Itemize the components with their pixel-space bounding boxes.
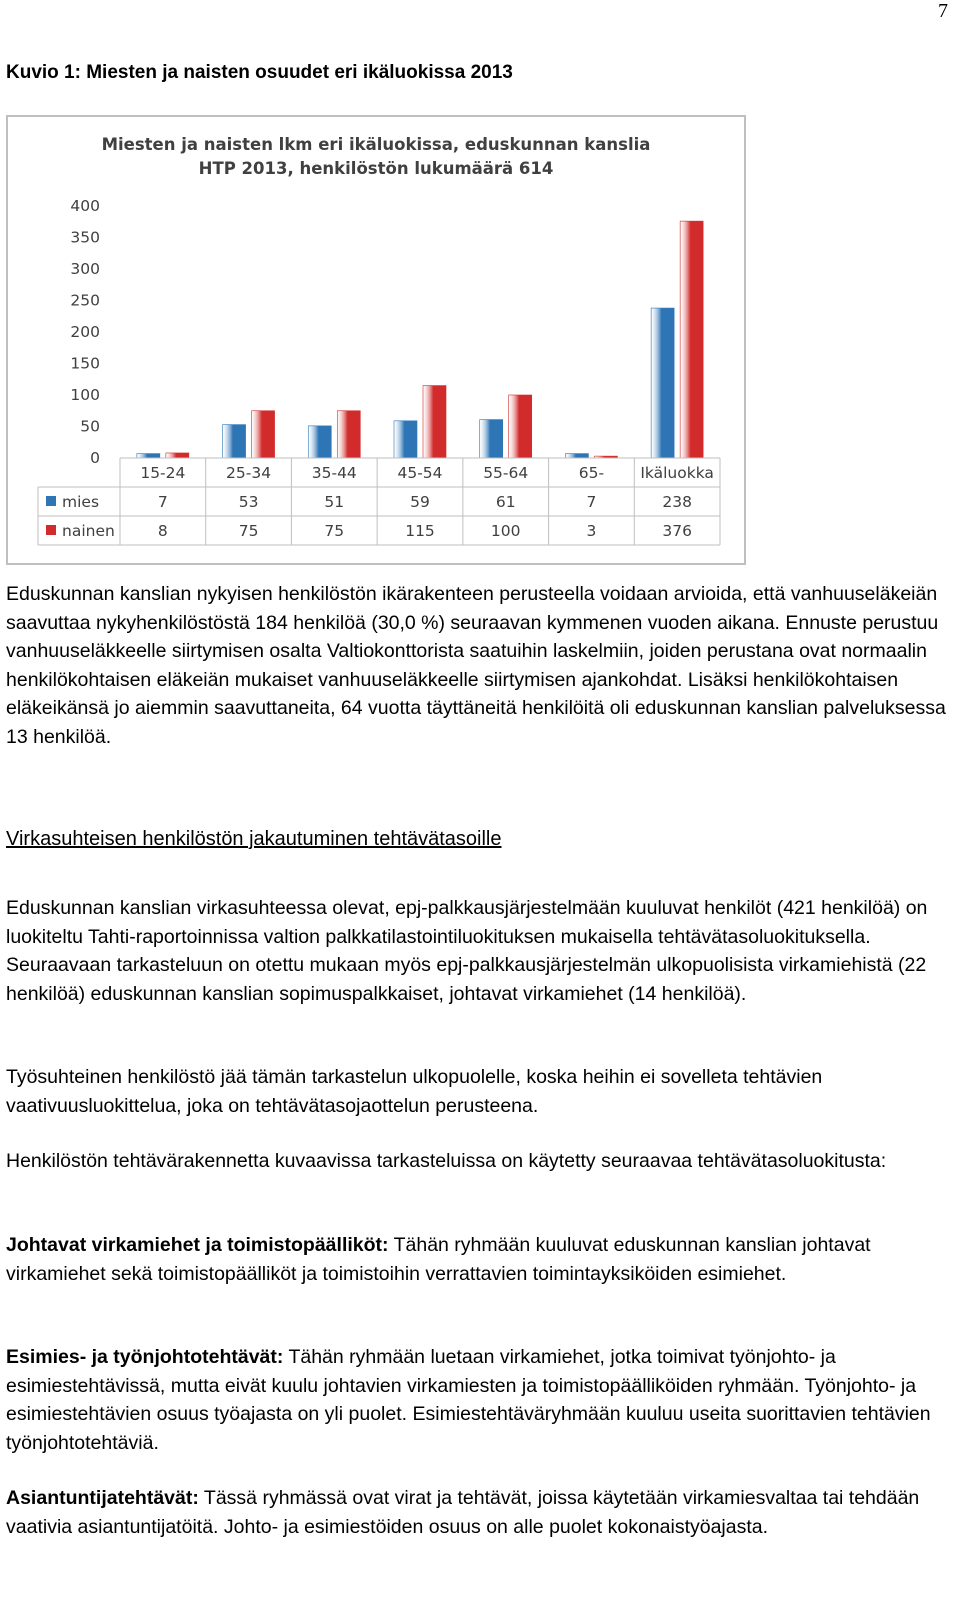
bar-mies — [394, 421, 417, 458]
figure-caption: Kuvio 1: Miesten ja naisten osuudet eri ikäluokissa 2013 — [6, 62, 513, 83]
data-cell-nainen: 376 — [662, 522, 692, 540]
paragraph-intro-classification: Henkilöstön tehtävärakennetta kuvaavissa tarkasteluissa on käytetty seuraavaa tehtävätasoluokitusta: — [6, 1150, 887, 1172]
y-tick-label: 50 — [80, 417, 100, 436]
data-cell-nainen: 75 — [238, 522, 259, 540]
bar-nainen — [680, 221, 703, 458]
legend-label-mies: mies — [62, 493, 100, 511]
data-cell-mies: 7 — [157, 493, 168, 511]
paragraph-employment-exclusion: Työsuhteinen henkilöstö jää tämän tarkastelun ulkopuolelle, koska heihin ei sovelleta tehtävien vaativuusluokittelua, joka on tehtävätasojaottelun perusteena. — [6, 1066, 823, 1117]
data-cell-nainen: 100 — [490, 522, 521, 540]
bar-chart-figure — [6, 115, 746, 565]
definition-term: Asiantuntijatehtävät: — [6, 1487, 199, 1509]
category-label: 55-64 — [483, 464, 529, 482]
bar-mies — [480, 420, 503, 458]
bar-nainen — [423, 386, 446, 458]
definition-term: Johtavat virkamiehet ja toimistopäälliköt: — [6, 1234, 389, 1256]
data-cell-nainen: 75 — [324, 522, 345, 540]
definition-experts — [6, 1484, 946, 1541]
data-cell-nainen: 3 — [586, 522, 597, 540]
bar-mies — [651, 308, 674, 458]
y-tick-label: 200 — [70, 323, 100, 341]
y-tick-label: 400 — [70, 197, 100, 215]
page-number: 7 — [938, 0, 948, 22]
chart-plot — [8, 117, 744, 563]
category-label: 15-24 — [140, 464, 186, 482]
category-label: 35-44 — [311, 464, 357, 482]
y-tick-label: 0 — [90, 449, 100, 467]
category-label: Ikäluokka — [640, 464, 714, 482]
category-label: 45-54 — [397, 464, 443, 482]
paragraph-classification: Eduskunnan kanslian virkasuhteessa olevat, epj-palkkausjärjestelmään kuuluvat henkilöt (421 henkilöä) on luokiteltu Tahti-raportoinnissa valtion palkkatilastointiluokituksen mukaisella tehtävätasoluokituksella. Seuraavaan tarkasteluun on otettu mukaan myös epj-palkkausjärjestelmän ulkopuolisista virkamiehistä (22 henkilöä) eduskunnan kanslian sopimuspalkkaiset, johtavat virkamiehet (14 henkilöä). — [6, 897, 928, 1005]
data-cell-mies: 61 — [495, 493, 516, 511]
definition-text: Tässä ryhmässä ovat virat ja tehtävät, joissa käytetään virkamiesvaltaa tai tehdään vaativia asiantuntijatöitä. Johto- ja esimiestöiden osuus on alle puolet kokonaistyöajasta. — [6, 1487, 920, 1538]
paragraph-age-structure: Eduskunnan kanslian nykyisen henkilöstön ikärakenteen perusteella voidaan arvioida, että vanhuuseläkeiän saavuttaa nykyhenkilöstöstä 184 henkilöä (30,0 %) seuraavan kymmenen vuoden aikana. Ennuste perustuu vanhuuseläkkeelle siirtymisen osalta Valtiokonttorista saatuihin laskelmiin, joiden perustana ovat normaalin henkilökohtaisen eläkeiän mukaiset vanhuuseläkkeelle siirtymisen ajankohdat. Lisäksi henkilökohtaisen eläkeikänsä jo aiemmin saavuttaneita, 64 vuotta täyttäneitä henkilöitä oli eduskunnan kanslian palveluksessa 13 henkilöä. — [6, 583, 946, 748]
category-label: 65- — [578, 464, 605, 482]
bar-nainen — [166, 453, 189, 458]
definition-supervisors — [6, 1343, 946, 1457]
definition-text: Tähän ryhmään kuuluvat eduskunnan kanslian johtavat virkamiehet sekä toimistopäälliköt ja toimistoihin verrattavien toimintayksiköiden esimiehet. — [6, 1234, 871, 1285]
definition-text: Tähän ryhmään luetaan virkamiehet, jotka toimivat työnjohto- ja esimiestehtävissä, mutta eivät kuulu johtavien virkamiesten ja toimistopäälliköiden ryhmään. Työnjohto- ja esimiestehtävien osuus työajasta on yli puolet. Esimiestehtäväryhmään kuuluu useita suorittavien tehtävien työnjohtotehtäviä. — [6, 1346, 931, 1454]
bar-nainen — [252, 411, 275, 458]
bar-nainen — [337, 411, 360, 458]
bar-mies — [565, 454, 588, 458]
definition-term: Esimies- ja työnjohtotehtävät: — [6, 1346, 284, 1368]
definition-managers — [6, 1231, 946, 1288]
data-cell-mies: 59 — [410, 493, 430, 511]
data-cell-mies: 51 — [324, 493, 345, 511]
y-tick-label: 300 — [70, 260, 100, 278]
bar-mies — [223, 425, 246, 458]
y-tick-label: 350 — [70, 228, 100, 247]
data-cell-mies: 238 — [662, 493, 692, 511]
data-cell-mies: 53 — [238, 493, 259, 511]
chart-title-line2: HTP 2013, henkilöstön lukumäärä 614 — [198, 159, 554, 178]
bar-nainen — [509, 395, 532, 458]
legend-label-nainen: nainen — [62, 522, 115, 540]
y-tick-label: 100 — [70, 386, 100, 404]
data-cell-mies: 7 — [586, 493, 597, 511]
category-label: 25-34 — [226, 464, 272, 482]
data-cell-nainen: 115 — [405, 522, 435, 540]
data-cell-nainen: 8 — [157, 522, 168, 540]
y-tick-label: 250 — [70, 291, 100, 310]
section-heading: Virkasuhteisen henkilöstön jakautuminen tehtävätasoille — [6, 828, 502, 850]
bar-mies — [137, 454, 160, 458]
chart-title-line1: Miesten ja naisten lkm eri ikäluokissa, eduskunnan kanslia — [101, 135, 651, 154]
legend-swatch-mies — [46, 496, 56, 506]
legend-swatch-nainen — [46, 525, 56, 535]
y-tick-label: 150 — [70, 354, 100, 373]
bar-mies — [308, 426, 331, 458]
